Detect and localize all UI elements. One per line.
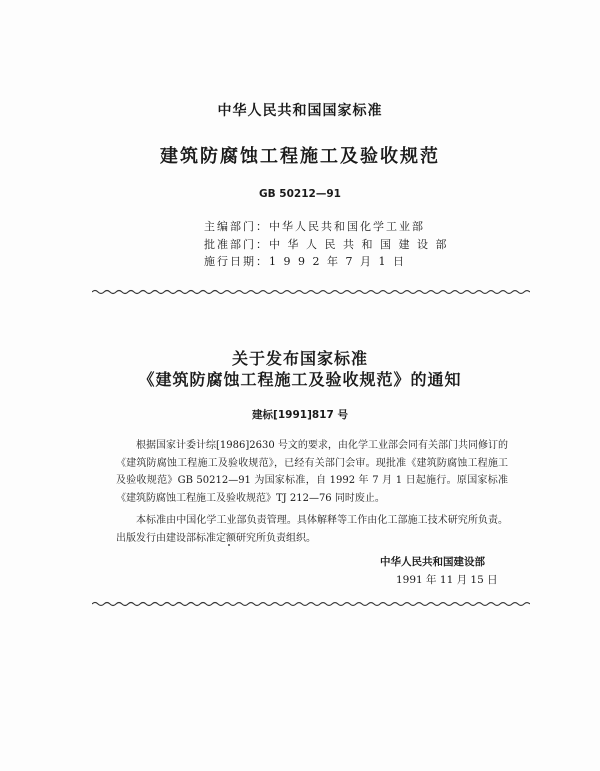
notice-document-number: 建标[1991]817 号 (252, 409, 348, 421)
wavy-divider-top (92, 288, 530, 296)
standard-type-heading: 中华人民共和国国家标准 (217, 103, 383, 119)
standard-code: GB 50212—91 (259, 188, 341, 200)
paragraph-text: 本标准由中国化学工业部负责管理。具体解释等工作由化工部施工技术研究所负责。出版发行由建设部标准定额研究所负责组织。 (116, 515, 508, 544)
signature-date: 1991 年 11 月 15 日 (396, 574, 498, 586)
wavy-divider-bottom (92, 600, 530, 608)
notice-paragraph-1 (116, 437, 508, 507)
effective-date: 施行日期：1 9 9 2 年 7 月 1 日 (204, 255, 406, 268)
approver-department: 批准部门：中 华 人 民 共 和 国 建 设 部 (204, 238, 449, 251)
notice-title-line1: 关于发布国家标准 (231, 349, 368, 368)
paragraph-text: 根据国家计委计综[1986]2630 号文的要求，由化学工业部会同有关部门共同修订的《建筑防腐蚀工程施工及验收规范》，已经有关部门会审。现批准《建筑防腐蚀工程施工及验收规范》GB 50212—91 为国家标准，自 1992 年 7 月 1 日起施行。原国家标准《建筑防腐蚀工程施工及验收规范》TJ 212—76 同时废止。 (116, 440, 508, 504)
notice-title-line2: 《建筑防腐蚀工程施工及验收规范》的通知 (138, 370, 462, 389)
signatory-organization: 中华人民共和国建设部 (380, 556, 485, 568)
scan-speck (228, 544, 230, 546)
editor-department: 主编部门：中华人民共和国化学工业部 (204, 220, 425, 233)
notice-paragraph-2 (116, 512, 508, 547)
document-title: 建筑防腐蚀工程施工及验收规范 (160, 146, 440, 167)
